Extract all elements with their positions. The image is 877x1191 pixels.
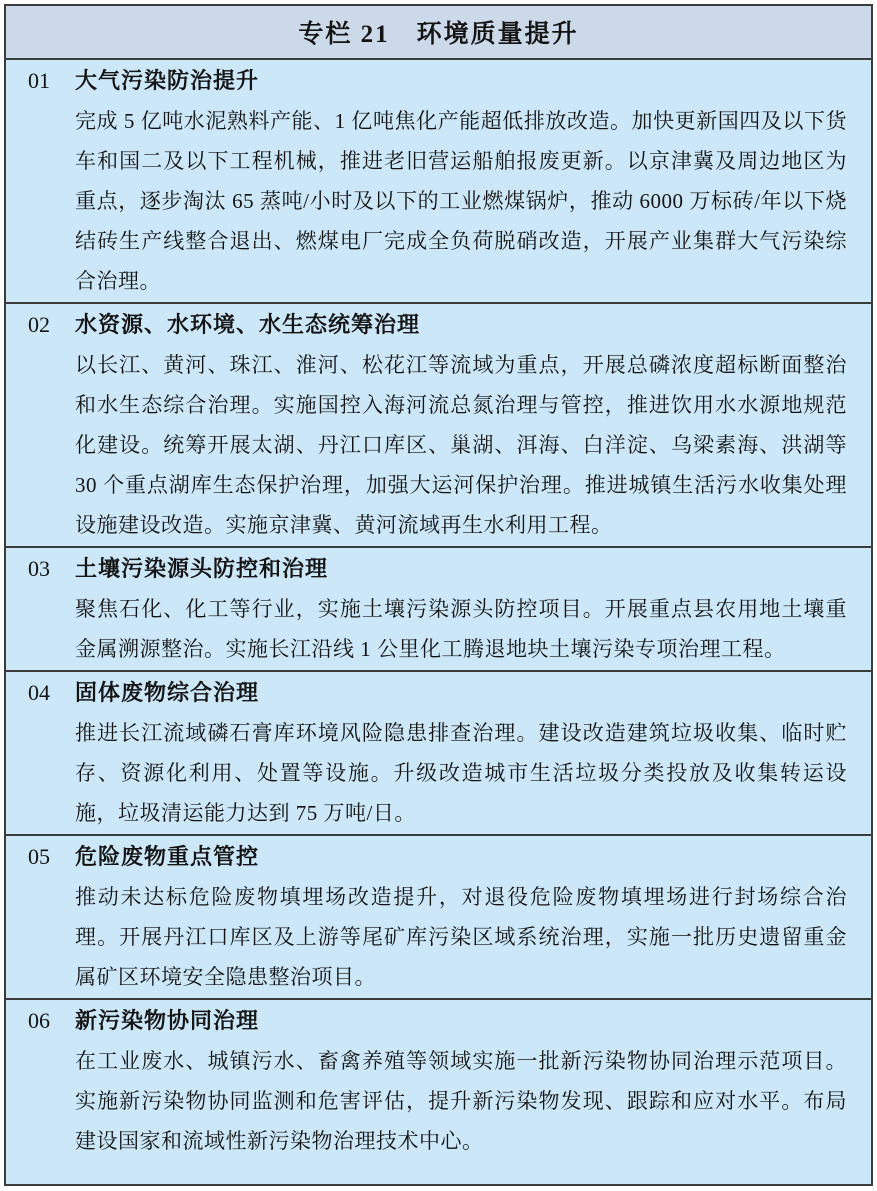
section-solid-waste (6, 672, 871, 836)
section-hazardous-waste (6, 836, 871, 1000)
section-body: 推进长江流域磷石膏库环境风险隐患排查治理。建设改造建筑垃圾收集、临时贮存、资源化利用、处置等设施。升级改造城市生活垃圾分类投放及收集转运设施，垃圾清运能力达到 75 万吨/日。 (75, 721, 847, 825)
section-body: 完成 5 亿吨水泥熟料产能、1 亿吨焦化产能超低排放改造。加快更新国四及以下货车和国二及以下工程机械，推进老旧营运船舶报废更新。以京津冀及周边地区为重点，逐步淘汰 65 蒸吨/小时及以下的工业燃煤锅炉，推动 6000 万标砖/年以下烧结砖生产线整合退出、燃煤电厂完成全负荷脱硝改造，开展产业集群大气污染综合治理。 (75, 109, 847, 293)
section-body: 推动未达标危险废物填埋场改造提升，对退役危险废物填埋场进行封场综合治理。开展丹江口库区及上游等尾矿库污染区域系统治理，实施一批历史遗留重金属矿区环境安全隐患整治项目。 (75, 885, 847, 989)
section-body: 在工业废水、城镇污水、畜禽养殖等领域实施一批新污染物协同治理示范项目。实施新污染物协同监测和危害评估，提升新污染物发现、跟踪和应对水平。布局建设国家和流域性新污染物治理技术中心。 (75, 1049, 847, 1153)
section-title: 土壤污染源头防控和治理 (75, 556, 329, 581)
section-soil (6, 548, 871, 672)
section-number: 03 (28, 556, 50, 581)
section-body: 以长江、黄河、珠江、淮河、松花江等流域为重点，开展总磷浓度超标断面整治和水生态综合治理。实施国控入海河流总氮治理与管控，推进饮用水水源地规范化建设。统筹开展太湖、丹江口库区、巢湖、洱海、白洋淀、乌梁素海、洪湖等 30 个重点湖库生态保护治理，加强大运河保护治理。推进城镇生活污水收集处理设施建设改造。实施京津冀、黄河流域再生水利用工程。 (75, 353, 847, 537)
section-title: 新污染物协同治理 (75, 1008, 260, 1033)
section-water (6, 304, 871, 548)
section-title-row (6, 673, 871, 713)
section-title-row (6, 1001, 871, 1041)
panel-box (4, 4, 873, 1186)
section-title-row (6, 837, 871, 877)
section-title: 危险废物重点管控 (75, 844, 260, 869)
panel-title: 专栏 21 环境质量提升 (298, 21, 579, 48)
section-title: 固体废物综合治理 (75, 680, 260, 705)
section-number: 01 (28, 68, 50, 93)
section-title-row (6, 549, 871, 589)
section-new-pollutants (6, 1000, 871, 1162)
section-number: 04 (28, 680, 50, 705)
section-number: 06 (28, 1008, 50, 1033)
section-title-row (6, 305, 871, 345)
panel-header (6, 6, 871, 60)
section-title: 大气污染防治提升 (75, 68, 260, 93)
section-title: 水资源、水环境、水生态统筹治理 (75, 312, 421, 337)
section-air-pollution (6, 60, 871, 304)
section-number: 02 (28, 312, 50, 337)
section-number: 05 (28, 844, 50, 869)
section-title-row (6, 61, 871, 101)
section-body: 聚焦石化、化工等行业，实施土壤污染源头防控项目。开展重点县农用地土壤重金属溯源整治。实施长江沿线 1 公里化工腾退地块土壤污染专项治理工程。 (75, 597, 847, 661)
